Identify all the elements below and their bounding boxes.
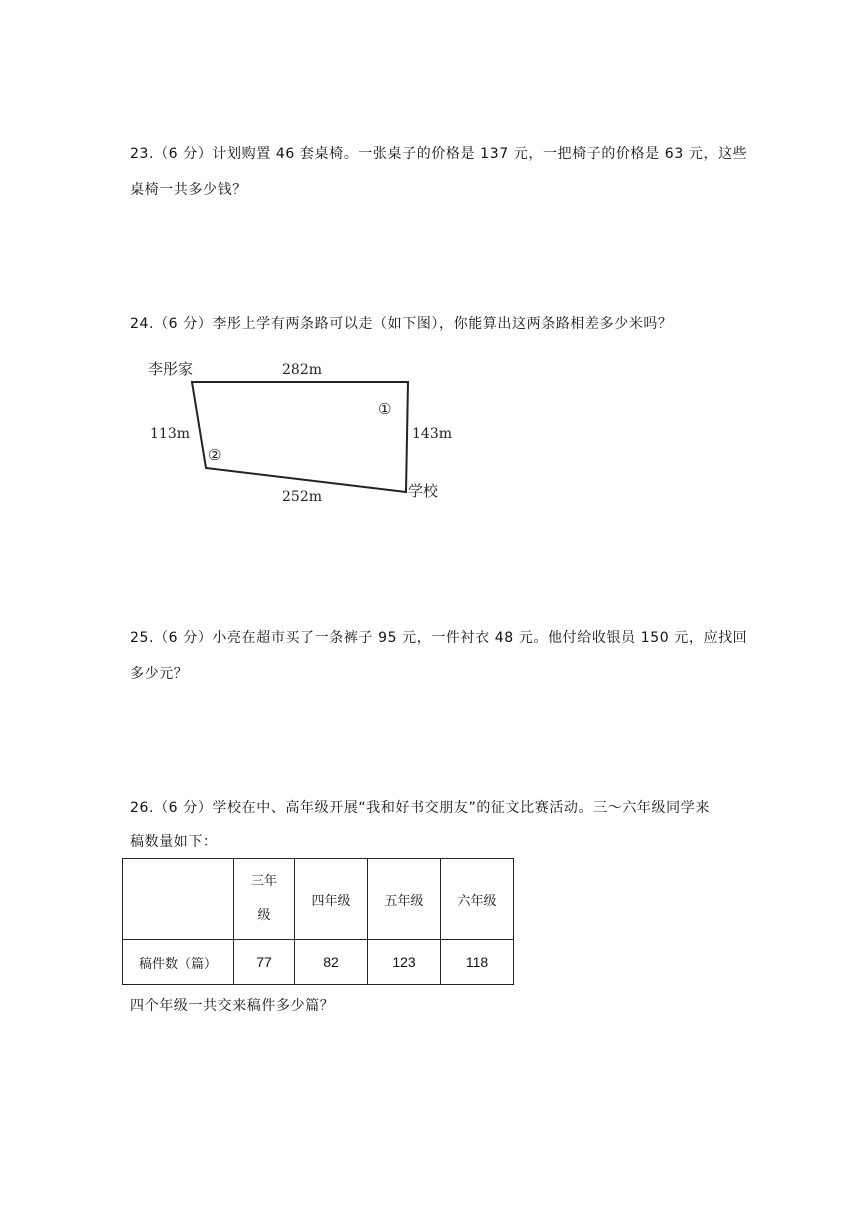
route-2-marker: ② [208,446,222,464]
value-grade-6: 118 [441,940,514,985]
question-25-line-1: 25.（6 分）小亮在超市买了一条裤子 95 元，一件衬衣 48 元。他付给收银员 150 元，应找回 [130,630,748,646]
header-grade-3: 三年级 [250,874,277,923]
route-quadrilateral [192,382,408,492]
question-23-line-1: 23.（6 分）计划购置 46 套桌椅。一张桌子的价格是 137 元，一把椅子的价格是 63 元，这些 [130,146,748,162]
header-grade-4: 四年级 [295,859,368,940]
question-26-line-2: 稿数量如下： [130,834,218,850]
question-26-prompt: 四个年级一共交来稿件多少篇？ [130,998,335,1014]
school-label: 学校 [408,482,439,500]
row-label: 稿件数（篇） [123,940,234,985]
question-26-line-1: 26.（6 分）学校在中、高年级开展“我和好书交朋友”的征文比赛活动。三～六年级同学来 [130,800,710,816]
table-header-cell [123,859,234,940]
home-label: 李彤家 [148,360,194,378]
value-grade-4: 82 [295,940,368,985]
route-1-marker: ① [378,400,392,418]
table-row [123,940,514,985]
left-edge-length: 113m [150,426,190,442]
question-23-line-2: 桌椅一共多少钱？ [130,182,247,198]
header-grade-6: 六年级 [441,859,514,940]
table-header-row [123,859,514,940]
submission-count-table [122,858,514,985]
value-grade-5: 123 [368,940,441,985]
top-edge-length: 282m [282,362,322,378]
question-24-line-1: 24.（6 分）李彤上学有两条路可以走（如下图），你能算出这两条路相差多少米吗？ [130,316,673,332]
question-25-line-2: 多少元？ [130,666,189,682]
value-grade-3: 77 [234,940,295,985]
route-diagram [140,350,460,510]
bottom-edge-length: 252m [282,489,322,505]
header-grade-5: 五年级 [368,859,441,940]
right-edge-length: 143m [412,426,452,442]
table-header-cell [234,859,295,940]
